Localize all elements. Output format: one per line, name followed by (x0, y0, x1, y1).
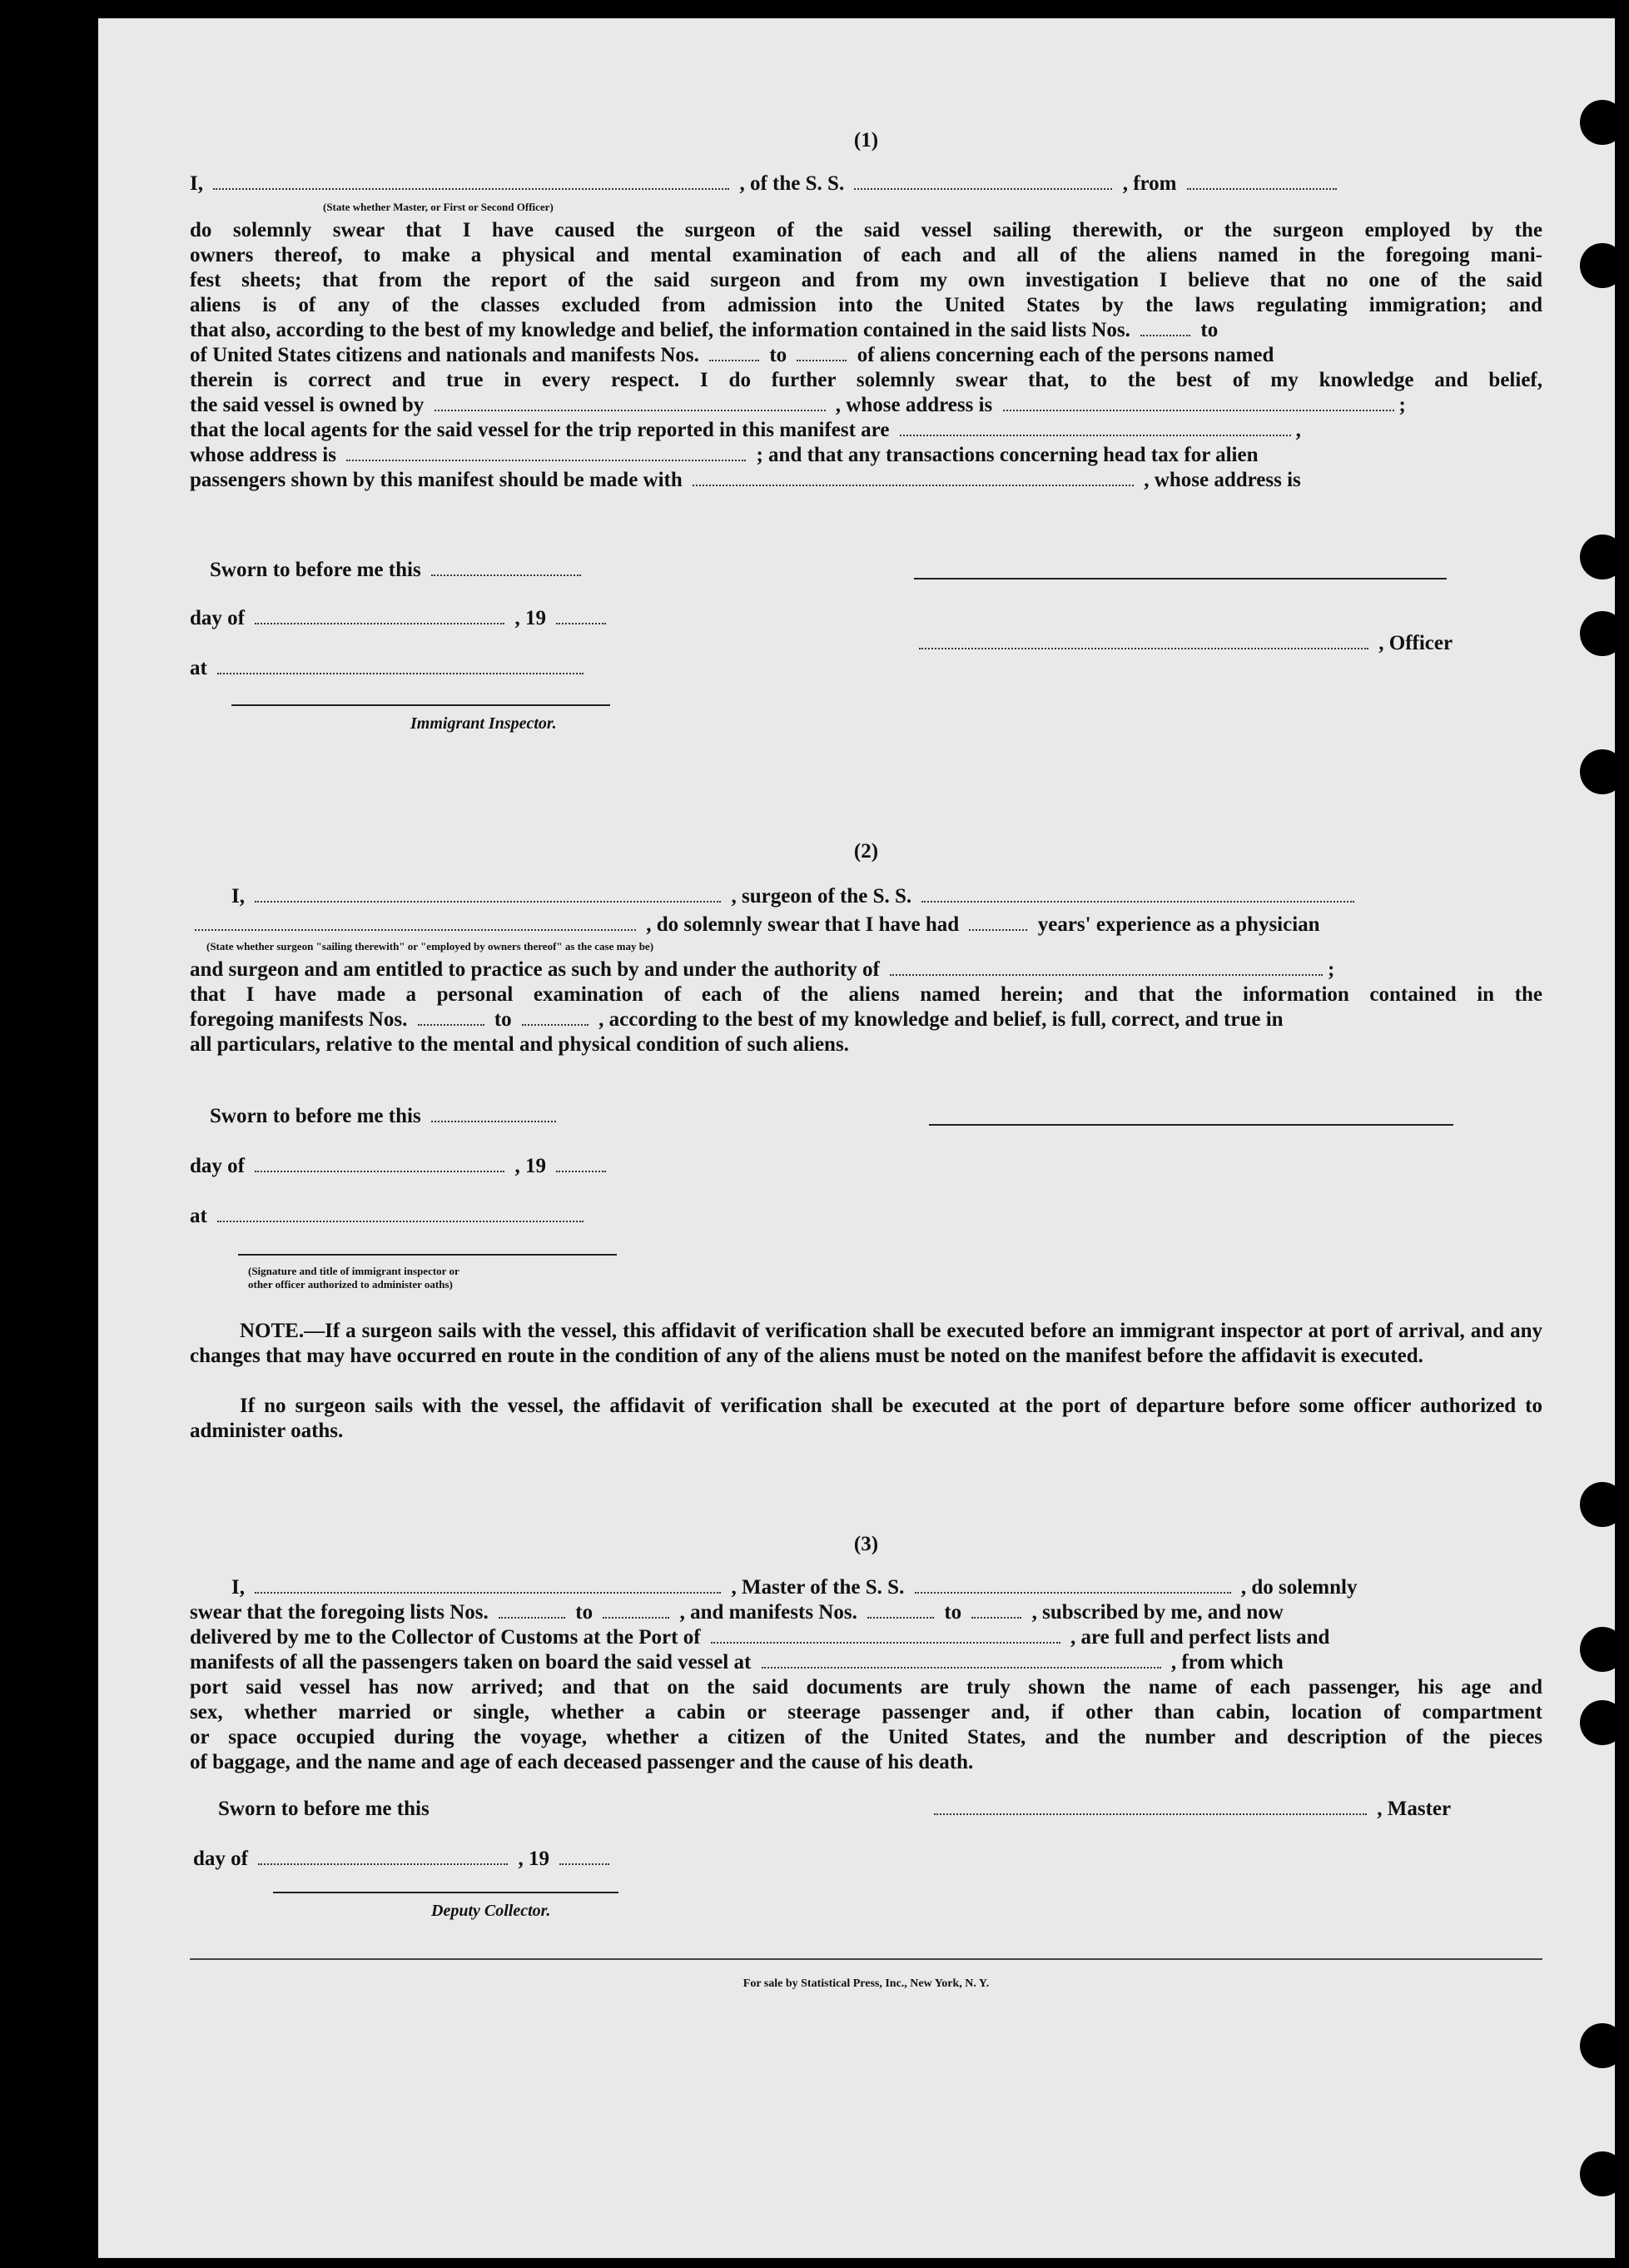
punch-hole (1580, 100, 1625, 145)
year-blank-2[interactable] (556, 1156, 606, 1172)
day-month-blank-3[interactable] (258, 1848, 508, 1865)
section-1-body-7: therein is correct and true in every respect. I do further solemnly swear that, to the best of my knowledge and belief, (190, 369, 1542, 391)
section-2-body-1: and surgeon and am entitled to practice as such by and under the authority of ; (190, 958, 1335, 981)
section-1-body-2: owners thereof, to make a physical and mental examination of each and all of the aliens named in the foregoing mani- (190, 244, 1542, 266)
manifest-page (98, 18, 1615, 2258)
at-place-blank-2[interactable] (217, 1206, 584, 1222)
section-1-line-1 (190, 172, 1542, 196)
note-label: NOTE. (240, 1320, 305, 1342)
day-row-1: day of , 19 (190, 606, 611, 631)
from-label: , from (1122, 172, 1177, 195)
officer-name-blank[interactable] (213, 173, 729, 190)
section-3-body-6: or space occupied during the voyage, whether a citizen of the United States, and the number and description of the pieces (190, 1726, 1542, 1748)
section-1-body-1: do solemnly swear that I have caused the surgeon of the said vessel sailing therewith, or the surgeon employed by the (190, 219, 1542, 241)
lists-from-blank-3[interactable] (499, 1602, 565, 1619)
day-row-2: day of , 19 (190, 1154, 611, 1179)
at-row-1: at (190, 656, 589, 681)
surgeon-name-blank[interactable] (255, 886, 721, 903)
surgeon-vessel-blank[interactable] (921, 886, 1354, 903)
punch-hole (1580, 2023, 1625, 2068)
section-1-number: (1) (853, 129, 879, 152)
deputy-caption: Deputy Collector. (431, 1902, 551, 1920)
manifests-from-blank-3[interactable] (867, 1602, 934, 1619)
at-place-blank[interactable] (217, 658, 584, 674)
officer-note: (State whether Master, or First or Second Officer) (323, 201, 554, 213)
sworn-row-2: Sworn to before me this (210, 1104, 561, 1129)
punch-hole (1580, 1627, 1625, 1672)
owner-blank[interactable] (435, 395, 826, 411)
punch-hole (1580, 243, 1625, 288)
at-row-2: at (190, 1204, 589, 1229)
section-2-number: (2) (853, 840, 879, 863)
departure-port-blank[interactable] (1187, 173, 1337, 190)
inspector-line-2[interactable] (238, 1254, 617, 1256)
master-vessel-blank[interactable] (915, 1577, 1231, 1594)
signature-note-1: (Signature and title of immigrant inspector or (248, 1265, 459, 1277)
day-month-blank[interactable] (255, 608, 504, 624)
sworn-day-blank-2[interactable] (431, 1106, 556, 1122)
authority-blank[interactable] (890, 959, 1323, 976)
agents-blank[interactable] (900, 420, 1291, 436)
manifests-to-blank-3[interactable] (971, 1602, 1021, 1619)
signature-line-1[interactable] (914, 578, 1447, 579)
section-3-number: (3) (853, 1533, 879, 1555)
section-1-body-9: that the local agents for the said vessel for the trip reported in this manifest are , (190, 419, 1301, 441)
years-blank[interactable] (969, 914, 1027, 931)
inspector-caption: Immigrant Inspector. (410, 714, 557, 733)
section-1-body-11: passengers shown by this manifest should be made with , whose address is (190, 469, 1301, 491)
sworn-day-blank[interactable] (431, 560, 581, 576)
section-3-body-4: port said vessel has now arrived; and that on the said documents are truly shown the name of each passenger, his age and (190, 1676, 1542, 1699)
section-3-body-5: sex, whether married or single, whether a cabin or steerage passenger and, if other than cabin, location of compartment (190, 1701, 1542, 1723)
section-3-body-7: of baggage, and the name and age of each deceased passenger and the cause of his death. (190, 1751, 974, 1773)
of-ss-label: , of the S. S. (739, 172, 845, 195)
section-1-body-4: aliens is of any of the classes excluded from admission into the United States by the laws regulating immigration; and (190, 294, 1542, 316)
section-2-line-2: , do solemnly swear that I have had years' experience as a physician (190, 913, 1542, 938)
port-blank[interactable] (711, 1627, 1060, 1644)
section-1-body-10: whose address is ; and that any transactions concerning head tax for alien (190, 444, 1259, 466)
section-2-body-2: that I have made a personal examination of each of the aliens named herein; and that the information contained in the (190, 983, 1542, 1006)
head-tax-blank[interactable] (693, 470, 1134, 486)
punch-hole (1580, 749, 1625, 794)
punch-hole (1580, 611, 1625, 656)
master-name-blank[interactable] (255, 1577, 721, 1594)
punch-hole (1580, 535, 1625, 579)
boarding-port-blank[interactable] (762, 1652, 1161, 1669)
year-blank-3[interactable] (559, 1848, 609, 1865)
punch-hole (1580, 1700, 1625, 1745)
manifests-to-blank[interactable] (797, 345, 847, 361)
pronoun-i: I, (190, 172, 203, 195)
section-3-body-2: delivered by me to the Collector of Customs at the Port of , are full and perfect lists and (190, 1626, 1330, 1649)
officer-row: , Officer (914, 631, 1453, 656)
day-month-blank-2[interactable] (255, 1156, 504, 1172)
inspector-line[interactable] (231, 704, 610, 706)
surgeon-note: (State whether surgeon "sailing therewith" or "employed by owners thereof" as the case may be) (206, 940, 654, 952)
section-1-body-8: the said vessel is owned by , whose address is ; (190, 394, 1406, 416)
vessel-name-blank[interactable] (854, 173, 1112, 190)
master-row: , Master (929, 1797, 1451, 1822)
master-signature-blank[interactable] (934, 1798, 1367, 1815)
section-1-body-3: fest sheets; that from the report of the said surgeon and from my own investigation I believe that no one of the said (190, 269, 1542, 291)
sworn-row-3: Sworn to before me this (218, 1798, 430, 1820)
manifests-to-blank-2[interactable] (522, 1009, 589, 1026)
surgeon-type-blank[interactable] (195, 914, 636, 931)
footer-rule (190, 1958, 1542, 1960)
day-row-3: day of , 19 (193, 1847, 614, 1872)
section-1-body-6: of United States citizens and nationals and manifests Nos. to of aliens concerning each of the persons named (190, 344, 1274, 366)
manifests-from-blank-2[interactable] (418, 1009, 484, 1026)
note-paragraph-2: If no surgeon sails with the vessel, the affidavit of verification shall be executed at the port of departure before some officer authorized to administer oaths. (190, 1395, 1542, 1442)
section-3-body-1: swear that the foregoing lists Nos. to , and manifests Nos. to , subscribed by me, and now (190, 1601, 1284, 1624)
section-2-body-4: all particulars, relative to the mental and physical condition of such aliens. (190, 1033, 849, 1056)
section-3-body-3: manifests of all the passengers taken on board the said vessel at , from which (190, 1651, 1284, 1674)
manifests-from-blank[interactable] (709, 345, 759, 361)
signature-note-2: other officer authorized to administer oaths) (248, 1278, 453, 1291)
footer-text: For sale by Statistical Press, Inc., New York, N. Y. (742, 1977, 990, 1990)
lists-from-blank[interactable] (1140, 320, 1190, 336)
year-blank[interactable] (556, 608, 606, 624)
section-3-line-1: I, , Master of the S. S. , do solemnly (231, 1576, 1358, 1599)
note-paragraph-1: NOTE.—If a surgeon sails with the vessel, this affidavit of verification shall be executed before an immigrant inspector at port of arrival, and any changes that may have occurred en route in the condition of any of the aliens must be noted on the manifest before the affidavit is executed. (190, 1320, 1542, 1367)
agents-address-blank[interactable] (346, 445, 746, 461)
punch-hole (1580, 2151, 1625, 2196)
lists-to-blank-3[interactable] (603, 1602, 669, 1619)
signature-line-2[interactable] (929, 1124, 1453, 1126)
section-1-body-5: that also, according to the best of my knowledge and belief, the information contained in the said lists Nos. to (190, 319, 1219, 341)
section-2-body-3: foregoing manifests Nos. to , according to the best of my knowledge and belief, is full, correct, and true in (190, 1008, 1284, 1031)
punch-hole (1580, 1482, 1625, 1527)
sworn-row-1: Sworn to before me this (210, 558, 586, 583)
deputy-line[interactable] (273, 1892, 618, 1893)
owner-address-blank[interactable] (1003, 395, 1394, 411)
section-2-line-1: I, , surgeon of the S. S. (231, 884, 1584, 909)
officer-signature-blank[interactable] (919, 633, 1368, 649)
